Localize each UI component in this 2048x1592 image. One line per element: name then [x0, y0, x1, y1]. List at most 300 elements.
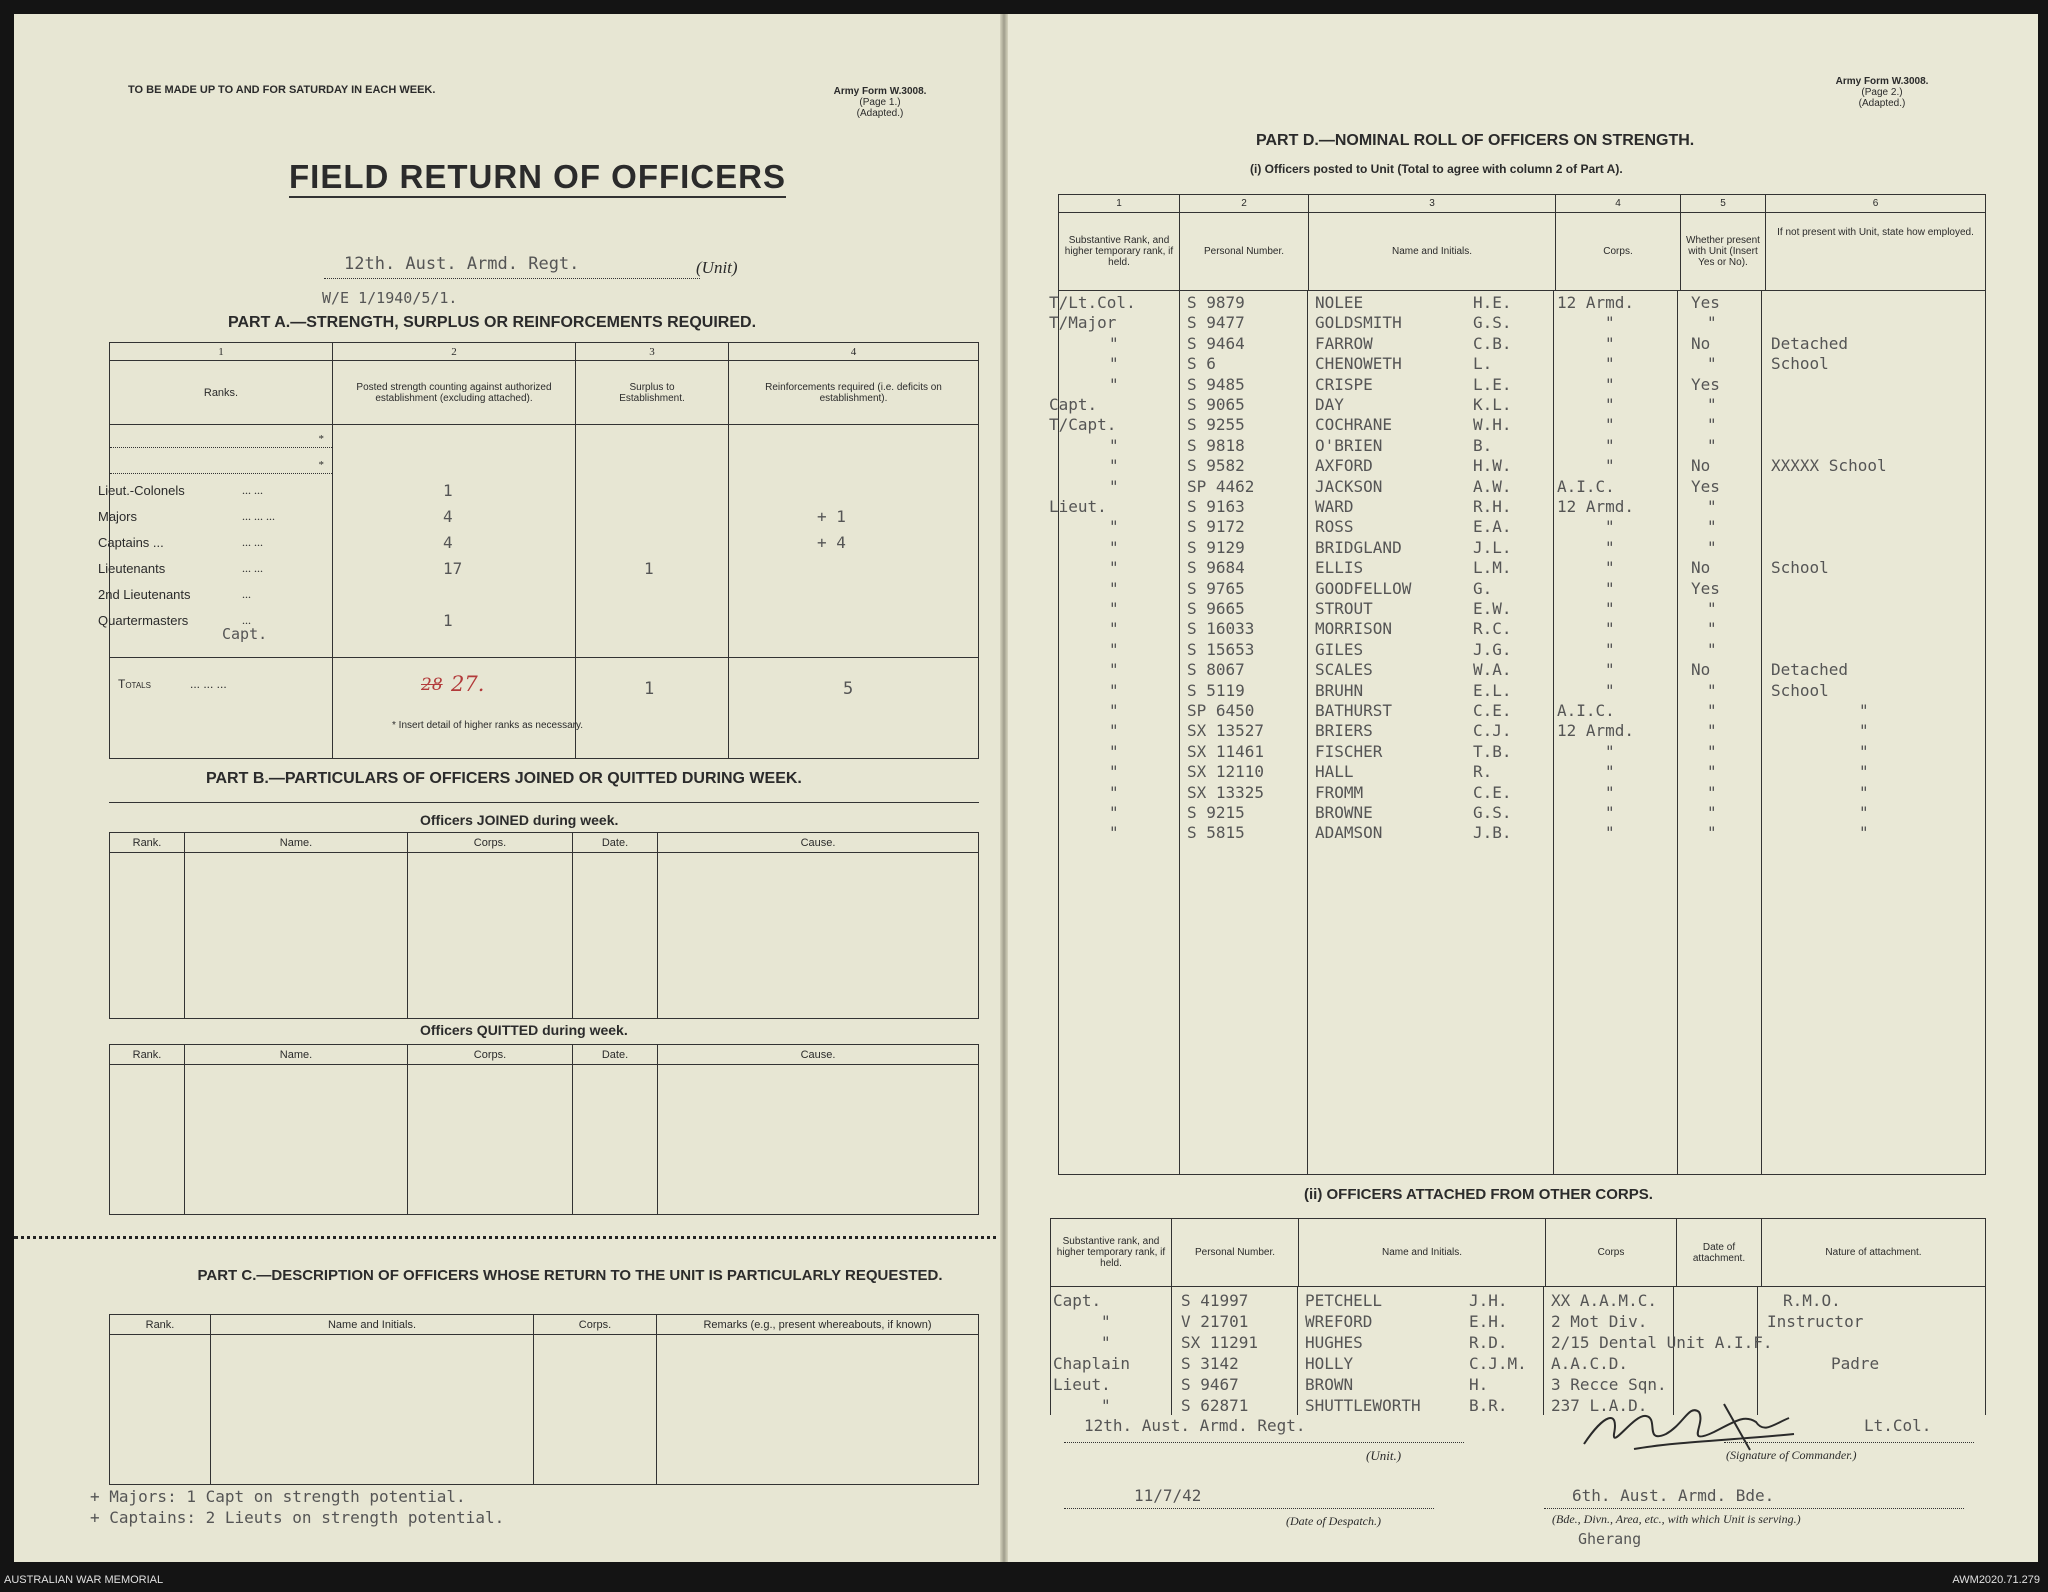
roll-number: SP 6450 — [1187, 701, 1255, 720]
roll-employed: " — [1859, 823, 1869, 843]
roll-rank: T/Capt. — [1049, 415, 1117, 435]
roll-name: COCHRANE — [1315, 415, 1393, 435]
roll-rank: " — [1109, 435, 1119, 455]
header-name: Name and Initials. — [211, 1315, 534, 1335]
roll-initials: J.B. — [1473, 823, 1512, 843]
surplus-value: 1 — [644, 559, 654, 578]
roll-present: Yes — [1691, 293, 1720, 312]
roll-corps: " — [1605, 782, 1615, 802]
rank-label: Lieutenants — [98, 561, 166, 576]
roll-corps: " — [1605, 823, 1615, 843]
roll-name: CRISPE — [1315, 374, 1373, 394]
roll-initials: W.H. — [1473, 415, 1512, 435]
header-rank: Rank. — [110, 1045, 185, 1065]
roll-number: SX 11461 — [1187, 741, 1265, 761]
roll-number: SP 4462 — [1187, 476, 1255, 496]
note-captains: + Captains: 2 Lieuts on strength potential. — [90, 1508, 505, 1527]
header-corps: Corps. — [408, 833, 573, 853]
roll-initials: H.W. — [1473, 456, 1512, 476]
roll-name: SCALES — [1315, 660, 1373, 680]
col-num: 4 — [729, 343, 979, 361]
col-num: 3 — [576, 343, 729, 361]
roll-number: S 9464 — [1187, 333, 1245, 353]
attached-initials: B.R. — [1469, 1396, 1508, 1415]
attached-number: V 21701 — [1181, 1312, 1249, 1331]
signature-rank: Lt.Col. — [1864, 1416, 1932, 1435]
posted-value: 1 — [443, 611, 453, 630]
roll-number: S 9065 — [1187, 395, 1245, 414]
roll-name: O'BRIEN — [1315, 435, 1383, 455]
attached-number: S 9467 — [1181, 1375, 1239, 1394]
attached-number: S 3142 — [1181, 1354, 1239, 1373]
roll-initials: G.S. — [1473, 803, 1512, 822]
roll-employed: XXXXX School — [1771, 456, 1887, 476]
roll-rank: " — [1109, 823, 1119, 843]
note-majors: + Majors: 1 Capt on strength potential. — [90, 1487, 466, 1506]
roll-initials: L.E. — [1473, 374, 1512, 394]
roll-name: DAY — [1315, 395, 1344, 414]
brigade-caption: (Bde., Divn., Area, etc., with which Unit is serving.) — [1552, 1512, 1801, 1526]
roll-number: S 9582 — [1187, 456, 1245, 476]
roll-present: Yes — [1691, 374, 1720, 394]
roll-rank: " — [1109, 619, 1119, 639]
roll-rank: " — [1109, 680, 1119, 700]
roll-initials: R. — [1473, 762, 1493, 782]
roll-number: S 9172 — [1187, 517, 1245, 537]
brigade-value: 6th. Aust. Armd. Bde. — [1572, 1486, 1775, 1505]
roll-present: No — [1691, 456, 1711, 476]
roll-name: BATHURST — [1315, 701, 1393, 720]
roll-name: NOLEE — [1315, 293, 1364, 312]
attached-nature: Instructor — [1767, 1312, 1864, 1331]
header-number: Personal Number. — [1172, 1219, 1299, 1287]
col-num: 2 — [333, 343, 576, 361]
posted-value: 17 — [443, 559, 463, 578]
roll-corps: " — [1605, 517, 1615, 537]
roll-initials: A.W. — [1473, 476, 1512, 496]
roll-employed: " — [1859, 701, 1869, 720]
roll-corps: A.I.C. — [1557, 476, 1615, 496]
roll-present: " — [1707, 782, 1717, 802]
header-name: Name and Initials. — [1309, 213, 1556, 291]
roll-name: CHENOWETH — [1315, 354, 1402, 374]
roll-corps: " — [1605, 415, 1615, 435]
reinforcement-value: + 1 — [817, 507, 846, 526]
rank-dots: ... — [242, 587, 251, 601]
roll-name: BROWNE — [1315, 803, 1373, 822]
header-date: Date. — [573, 833, 658, 853]
roll-number: S 8067 — [1187, 660, 1245, 680]
roll-initials: G. — [1473, 578, 1493, 598]
roll-name: GILES — [1315, 639, 1364, 659]
column-divider — [1553, 291, 1554, 1174]
roll-rank: " — [1109, 578, 1119, 598]
totals-reinforcements: 5 — [843, 679, 854, 699]
form-number-right: Army Form W.3008. (Page 2.) (Adapted.) — [1835, 76, 1929, 109]
roll-corps: " — [1605, 803, 1615, 822]
roll-number: S 9477 — [1187, 313, 1245, 333]
roll-initials: J.L. — [1473, 537, 1512, 557]
col-num: 6 — [1766, 195, 1986, 213]
col-num: 1 — [110, 343, 333, 361]
roll-number: SX 12110 — [1187, 762, 1265, 782]
despatch-date: 11/7/42 — [1134, 1486, 1202, 1505]
roll-employed: " — [1859, 762, 1869, 782]
roll-corps: A.I.C. — [1557, 701, 1615, 720]
attached-nature: R.M.O. — [1783, 1291, 1841, 1310]
reinforcement-value: + 4 — [817, 533, 846, 552]
attached-initials: J.H. — [1469, 1291, 1508, 1310]
attached-corps: 237 L.A.D. — [1551, 1396, 1648, 1415]
roll-name: WARD — [1315, 497, 1354, 516]
roll-rank: " — [1109, 558, 1119, 578]
header-corps: Corps. — [408, 1045, 573, 1065]
roll-rank: " — [1109, 354, 1119, 374]
roll-present: " — [1707, 762, 1717, 782]
roll-name: GOLDSMITH — [1315, 313, 1402, 333]
attached-number: SX 11291 — [1181, 1333, 1259, 1352]
part-c-title: PART C.—DESCRIPTION OF OFFICERS WHOSE RETURN TO THE UNIT IS PARTICULARLY REQUESTED. — [197, 1267, 943, 1284]
roll-employed: School — [1771, 354, 1829, 374]
roll-number: S 9879 — [1187, 293, 1245, 312]
roll-rank: Lieut. — [1049, 497, 1107, 516]
footer-left: AUSTRALIAN WAR MEMORIAL — [4, 1574, 164, 1586]
nominal-roll-table — [1049, 194, 1986, 1175]
roll-corps: " — [1605, 456, 1615, 476]
column-divider — [1677, 291, 1678, 1174]
rank-dots: ... ... — [242, 483, 263, 497]
star-marker: * — [318, 459, 324, 471]
roll-employed: School — [1771, 558, 1829, 578]
col-num: 3 — [1309, 195, 1556, 213]
roll-corps: 12 Armd. — [1557, 721, 1635, 741]
roll-number: S 16033 — [1187, 619, 1255, 639]
col-num: 1 — [1059, 195, 1180, 213]
roll-present: " — [1707, 803, 1717, 822]
roll-present: " — [1707, 313, 1717, 333]
col-num: 4 — [1556, 195, 1681, 213]
roll-initials: R.H. — [1473, 497, 1512, 516]
roll-corps: " — [1605, 680, 1615, 700]
roll-present: " — [1707, 721, 1717, 741]
attached-title: (ii) OFFICERS ATTACHED FROM OTHER CORPS. — [1304, 1186, 1653, 1203]
roll-present: " — [1707, 823, 1717, 843]
roll-body — [1049, 291, 1986, 1175]
attached-corps: A.A.C.D. — [1551, 1354, 1629, 1373]
roll-corps: 12 Armd. — [1557, 293, 1635, 312]
quitted-table — [109, 1044, 979, 1215]
unit-value-right: 12th. Aust. Armd. Regt. — [1084, 1416, 1306, 1435]
roll-present: " — [1707, 639, 1717, 659]
roll-initials: W.A. — [1473, 660, 1512, 680]
right-page — [1004, 14, 2038, 1562]
roll-rank: " — [1109, 476, 1119, 496]
part-a-title: PART A.—STRENGTH, SURPLUS OR REINFORCEMENTS REQUIRED. — [228, 314, 757, 331]
roll-corps: " — [1605, 578, 1615, 598]
roll-rank: " — [1109, 374, 1119, 394]
roll-corps: " — [1605, 333, 1615, 353]
rank-label: Majors — [98, 509, 138, 524]
header-name: Name. — [185, 833, 408, 853]
header-cause: Cause. — [658, 833, 979, 853]
joined-title: Officers JOINED during week. — [420, 812, 619, 828]
roll-rank: T/Lt.Col. — [1049, 293, 1136, 312]
roll-name: BRUHN — [1315, 680, 1364, 700]
header-surplus: Surplus to Establishment. — [576, 361, 729, 425]
header-posted: Posted strength counting against authorized establishment (excluding attached). — [333, 361, 576, 425]
roll-present: " — [1707, 701, 1717, 720]
roll-name: FARROW — [1315, 333, 1373, 353]
roll-rank: " — [1109, 456, 1119, 476]
unit-caption-right: (Unit.) — [1366, 1448, 1402, 1463]
unit-value: 12th. Aust. Armd. Regt. — [344, 254, 580, 274]
col-num: 5 — [1681, 195, 1766, 213]
roll-present: Yes — [1691, 578, 1720, 598]
roll-present: No — [1691, 333, 1711, 353]
surplus-column — [576, 425, 729, 759]
header-employed: If not present with Unit, state how employed. — [1766, 213, 1986, 291]
header-number: Personal Number. — [1180, 213, 1309, 291]
header-corps: Corps. — [1556, 213, 1681, 291]
roll-rank: " — [1109, 701, 1119, 720]
roll-number: SX 13527 — [1187, 721, 1265, 741]
column-divider — [1761, 291, 1762, 1174]
column-divider — [1171, 1287, 1172, 1415]
attached-name: HOLLY — [1305, 1354, 1354, 1373]
attached-number: S 62871 — [1181, 1396, 1249, 1415]
roll-corps: 12 Armd. — [1557, 497, 1635, 516]
roll-initials: E.W. — [1473, 599, 1512, 618]
attached-initials: H. — [1469, 1375, 1489, 1394]
roll-number: S 15653 — [1187, 639, 1255, 659]
rank-label: Captains ... — [98, 535, 164, 550]
roll-corps: " — [1605, 395, 1615, 414]
page-title: FIELD RETURN OF OFFICERS — [289, 158, 786, 198]
roll-rank: " — [1109, 333, 1119, 353]
roll-present: " — [1707, 415, 1717, 435]
attached-number: S 41997 — [1181, 1291, 1249, 1310]
roll-rank: " — [1109, 762, 1119, 782]
page-fold — [1000, 14, 1008, 1562]
attached-rank: Lieut. — [1053, 1375, 1111, 1394]
roll-corps: " — [1605, 354, 1615, 374]
roll-present: " — [1707, 619, 1717, 639]
header-present: Whether present with Unit (Insert Yes or No). — [1681, 213, 1766, 291]
part-c-table — [109, 1314, 979, 1485]
roll-number: SX 13325 — [1187, 782, 1265, 802]
attached-body — [1051, 1287, 1986, 1415]
posted-value: 4 — [443, 507, 453, 526]
roll-corps: " — [1605, 639, 1615, 659]
roll-name: HALL — [1315, 762, 1354, 782]
attached-name: PETCHELL — [1305, 1291, 1383, 1310]
rank-label: Lieut.-Colonels — [98, 483, 185, 498]
posted-column — [333, 425, 576, 759]
roll-rank: " — [1109, 782, 1119, 802]
rank-dots: ... — [242, 613, 251, 627]
roll-name: JACKSON — [1315, 476, 1383, 496]
footer-right: AWM2020.71.279 — [1952, 1574, 2040, 1586]
form-number-left: Army Form W.3008. (Page 1.) (Adapted.) — [833, 86, 927, 119]
roll-name: FROMM — [1315, 782, 1364, 802]
roll-number: S 9684 — [1187, 558, 1245, 578]
totals-posted: 27. — [451, 672, 485, 696]
roll-present: " — [1707, 680, 1717, 700]
header-nature: Nature of attachment. — [1762, 1219, 1986, 1287]
roll-number: S 9129 — [1187, 537, 1245, 557]
header-name: Name and Initials. — [1299, 1219, 1546, 1287]
header-rank: Rank. — [110, 833, 185, 853]
posted-value: 1 — [443, 481, 453, 500]
roll-present: " — [1707, 354, 1717, 374]
roll-initials: T.B. — [1473, 741, 1512, 761]
rank-label: Quartermasters — [98, 613, 189, 628]
roll-name: ELLIS — [1315, 558, 1364, 578]
roll-name: GOODFELLOW — [1315, 578, 1412, 598]
roll-initials: B. — [1473, 435, 1493, 455]
attached-rank: " — [1101, 1333, 1111, 1352]
roll-initials: C.E. — [1473, 782, 1512, 802]
attached-corps: XX A.A.M.C. — [1551, 1291, 1657, 1310]
reinforcements-column — [729, 425, 979, 759]
roll-employed: Detached — [1771, 660, 1849, 680]
roll-employed: School — [1771, 680, 1829, 700]
unit-caption: (Unit) — [696, 258, 738, 277]
part-d-subtitle: (i) Officers posted to Unit (Total to agree with column 2 of Part A). — [1250, 162, 1623, 176]
roll-present: " — [1707, 741, 1717, 761]
roll-rank: Capt. — [1049, 395, 1098, 414]
roll-employed: " — [1859, 741, 1869, 761]
attached-initials: E.H. — [1469, 1312, 1508, 1331]
roll-corps: " — [1605, 762, 1615, 782]
roll-rank: " — [1109, 741, 1119, 761]
roll-initials: G.S. — [1473, 313, 1512, 333]
attached-nature: Padre — [1831, 1354, 1880, 1373]
roll-initials: E.A. — [1473, 517, 1512, 537]
roll-rank: " — [1109, 803, 1119, 822]
roll-name: AXFORD — [1315, 456, 1373, 476]
roll-rank: " — [1109, 517, 1119, 537]
roll-employed: " — [1859, 782, 1869, 802]
roll-name: STROUT — [1315, 599, 1373, 618]
roll-name: BRIERS — [1315, 721, 1373, 741]
quitted-title: Officers QUITTED during week. — [420, 1022, 628, 1038]
star-marker: * — [318, 433, 324, 445]
roll-name: FISCHER — [1315, 741, 1383, 761]
part-a-footnote: * Insert detail of higher ranks as necessary. — [392, 720, 584, 731]
attached-rank: Capt. — [1053, 1291, 1102, 1310]
roll-employed: Detached — [1771, 333, 1849, 353]
part-b-title: PART B.—PARTICULARS OF OFFICERS JOINED OR QUITTED DURING WEEK. — [206, 770, 802, 787]
rank-dots: ... ... — [242, 535, 263, 549]
roll-initials: K.L. — [1473, 395, 1512, 414]
roll-name: ROSS — [1315, 517, 1354, 537]
roll-number: S 9765 — [1187, 578, 1245, 598]
roll-present: " — [1707, 537, 1717, 557]
totals-dots: ... ... ... — [190, 677, 227, 691]
part-a-table — [98, 342, 979, 759]
header-rank: Substantive Rank, and higher temporary rank, if held. — [1059, 213, 1180, 291]
header-corps: Corps. — [534, 1315, 657, 1335]
roll-corps: " — [1605, 741, 1615, 761]
roll-corps: " — [1605, 619, 1615, 639]
rank-label: 2nd Lieutenants — [98, 587, 191, 602]
roll-present: " — [1707, 517, 1717, 537]
header-name: Name. — [185, 1045, 408, 1065]
roll-initials: L.M. — [1473, 558, 1512, 578]
roll-rank: " — [1109, 537, 1119, 557]
header-reinforcements: Reinforcements required (i.e. deficits on establishment). — [729, 361, 979, 425]
roll-initials: H.E. — [1473, 293, 1512, 312]
header-date: Date of attachment. — [1677, 1219, 1762, 1287]
roll-corps: " — [1605, 435, 1615, 455]
roll-initials: C.B. — [1473, 333, 1512, 353]
roll-number: S 5815 — [1187, 823, 1245, 843]
roll-present: Yes — [1691, 476, 1720, 496]
col-num: 2 — [1180, 195, 1309, 213]
roll-number: S 9818 — [1187, 435, 1245, 455]
roll-present: " — [1707, 599, 1717, 618]
roll-present: " — [1707, 395, 1717, 414]
week-ending: W/E 1/1940/5/1. — [322, 289, 458, 307]
header-rank: Substantive rank, and higher temporary rank, if held. — [1051, 1219, 1172, 1287]
header-corps: Corps — [1546, 1219, 1677, 1287]
roll-number: S 9163 — [1187, 497, 1245, 516]
totals-struck: 28 — [421, 675, 443, 695]
roll-initials: R.C. — [1473, 619, 1512, 639]
roll-present: No — [1691, 660, 1711, 680]
roll-present: No — [1691, 558, 1711, 578]
attached-corps: 2 Mot Div. — [1551, 1312, 1648, 1331]
attached-rank: " — [1101, 1312, 1111, 1331]
attached-corps: 2/15 Dental Unit A.I.F. — [1551, 1333, 1773, 1352]
roll-corps: " — [1605, 660, 1615, 680]
attached-table — [1050, 1218, 1986, 1415]
roll-number: S 6 — [1187, 354, 1216, 374]
roll-initials: C.J. — [1473, 721, 1512, 741]
header-date: Date. — [573, 1045, 658, 1065]
totals-surplus: 1 — [644, 679, 655, 699]
ranks-column — [98, 425, 333, 759]
roll-rank: " — [1109, 721, 1119, 741]
roll-corps: " — [1605, 537, 1615, 557]
top-note: TO BE MADE UP TO AND FOR SATURDAY IN EACH WEEK. — [128, 84, 436, 96]
part-d-title: PART D.—NOMINAL ROLL OF OFFICERS ON STRENGTH. — [1256, 132, 1695, 149]
roll-number: S 9255 — [1187, 415, 1245, 435]
place: Gherang — [1578, 1530, 1642, 1548]
attached-corps: 3 Recce Sqn. — [1551, 1375, 1667, 1394]
roll-initials: J.G. — [1473, 639, 1512, 659]
roll-number: S 9665 — [1187, 599, 1245, 618]
column-divider — [1307, 291, 1308, 1174]
attached-initials: C.J.M. — [1469, 1354, 1527, 1373]
roll-employed: " — [1859, 803, 1869, 822]
roll-present: " — [1707, 497, 1717, 516]
column-divider — [1179, 291, 1180, 1174]
joined-table — [109, 832, 979, 1019]
roll-rank: " — [1109, 599, 1119, 618]
roll-number: S 5119 — [1187, 680, 1245, 700]
attached-name: WREFORD — [1305, 1312, 1373, 1331]
roll-name: BRIDGLAND — [1315, 537, 1402, 557]
attached-rank: Chaplain — [1053, 1354, 1131, 1373]
roll-number: S 9485 — [1187, 374, 1245, 394]
date-caption: (Date of Despatch.) — [1286, 1514, 1381, 1528]
roll-corps: " — [1605, 313, 1615, 333]
bottom-notes — [90, 1486, 504, 1528]
roll-present: " — [1707, 435, 1717, 455]
signature-caption: (Signature of Commander.) — [1726, 1448, 1857, 1462]
